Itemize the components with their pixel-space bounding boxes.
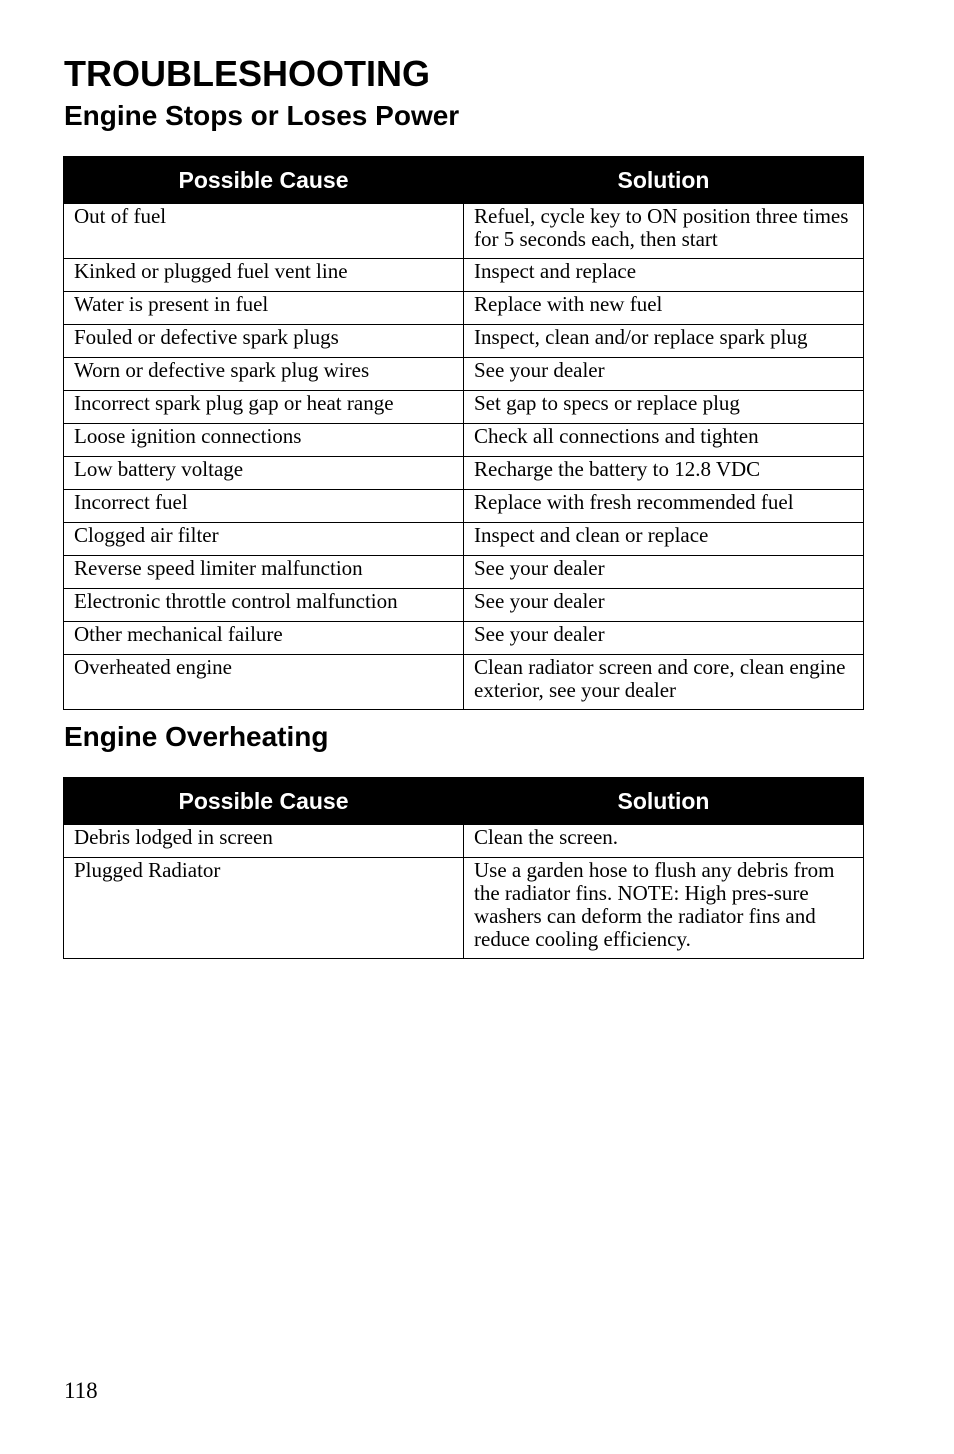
solution-cell: Inspect and replace xyxy=(464,259,864,292)
solution-cell: Use a garden hose to flush any debris from the radiator fins. NOTE: High pres-sure washers can deform the radiator fins and reduce cooling efficiency. xyxy=(464,858,864,959)
page-number: 118 xyxy=(64,1378,98,1403)
table-header-row xyxy=(64,157,864,204)
cause-cell: Kinked or plugged fuel vent line xyxy=(64,259,464,292)
cause-cell: Incorrect fuel xyxy=(64,490,464,523)
cause-cell: Other mechanical failure xyxy=(64,622,464,655)
cause-cell: Out of fuel xyxy=(64,204,464,259)
cause-cell: Debris lodged in screen xyxy=(64,825,464,858)
solution-cell: Clean radiator screen and core, clean engine exterior, see your dealer xyxy=(464,655,864,710)
solution-cell: See your dealer xyxy=(464,622,864,655)
table-row xyxy=(64,457,864,490)
solution-cell: Set gap to specs or replace plug xyxy=(464,391,864,424)
solution-cell: See your dealer xyxy=(464,556,864,589)
section-title-engine-stops: Engine Stops or Loses Power xyxy=(64,100,460,131)
solution-cell: Inspect and clean or replace xyxy=(464,523,864,556)
cause-cell: Low battery voltage xyxy=(64,457,464,490)
table-row xyxy=(64,655,864,710)
solution-cell: See your dealer xyxy=(464,358,864,391)
table-row xyxy=(64,589,864,622)
cause-cell: Loose ignition connections xyxy=(64,424,464,457)
table-row xyxy=(64,391,864,424)
table-row xyxy=(64,556,864,589)
table-row xyxy=(64,523,864,556)
table-row xyxy=(64,325,864,358)
table-row xyxy=(64,358,864,391)
solution-cell: Clean the screen. xyxy=(464,825,864,858)
solution-cell: Refuel, cycle key to ON position three times for 5 seconds each, then start xyxy=(464,204,864,259)
solution-cell: Recharge the battery to 12.8 VDC xyxy=(464,457,864,490)
page-title: TROUBLESHOOTING xyxy=(64,53,430,94)
cause-cell: Reverse speed limiter malfunction xyxy=(64,556,464,589)
cause-cell: Water is present in fuel xyxy=(64,292,464,325)
table-row xyxy=(64,490,864,523)
table-row xyxy=(64,424,864,457)
solution-cell: Inspect, clean and/or replace spark plug xyxy=(464,325,864,358)
cause-cell: Incorrect spark plug gap or heat range xyxy=(64,391,464,424)
solution-cell: Check all connections and tighten xyxy=(464,424,864,457)
troubleshooting-table-engine-overheating xyxy=(63,777,864,959)
cause-cell: Worn or defective spark plug wires xyxy=(64,358,464,391)
cause-cell: Plugged Radiator xyxy=(64,858,464,959)
table-row xyxy=(64,825,864,858)
column-header-solution: Solution xyxy=(464,157,864,204)
column-header-cause: Possible Cause xyxy=(64,157,464,204)
table-row xyxy=(64,204,864,259)
table-row xyxy=(64,259,864,292)
troubleshooting-table-engine-stops xyxy=(63,156,864,710)
section-title-engine-overheating: Engine Overheating xyxy=(64,721,329,752)
cause-cell: Fouled or defective spark plugs xyxy=(64,325,464,358)
column-header-solution: Solution xyxy=(464,778,864,825)
solution-cell: See your dealer xyxy=(464,589,864,622)
table-row xyxy=(64,622,864,655)
cause-cell: Clogged air filter xyxy=(64,523,464,556)
solution-cell: Replace with new fuel xyxy=(464,292,864,325)
table-header-row xyxy=(64,778,864,825)
column-header-cause: Possible Cause xyxy=(64,778,464,825)
cause-cell: Electronic throttle control malfunction xyxy=(64,589,464,622)
cause-cell: Overheated engine xyxy=(64,655,464,710)
table-row xyxy=(64,292,864,325)
solution-cell: Replace with fresh recommended fuel xyxy=(464,490,864,523)
table-row xyxy=(64,858,864,959)
